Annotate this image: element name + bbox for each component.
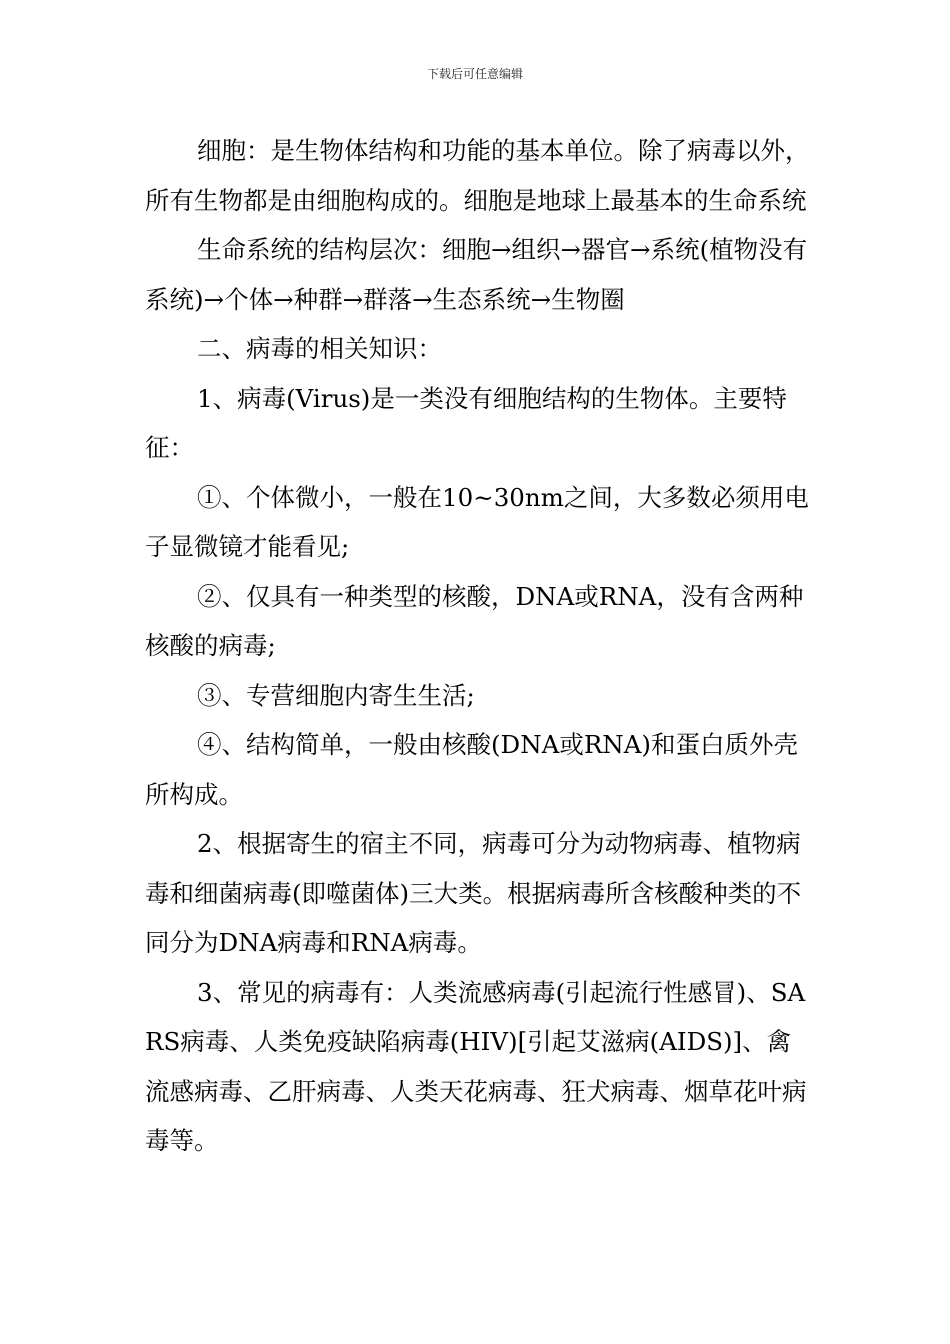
paragraph-common-viruses: 3、常见的病毒有：人类流感病毒(引起流行性感冒)、SARS病毒、人类免疫缺陷病毒(HIV)[引起艾滋病(AIDS)]、禽流感病毒、乙肝病毒、人类天花病毒、狂犬病毒、烟草花叶病毒等。 (145, 977, 807, 1155)
feature-item-1: ①、个体微小，一般在10~30nm之间，大多数必须用电子显微镜才能看见; (145, 482, 809, 561)
section-heading-virus: 二、病毒的相关知识： (197, 334, 442, 363)
feature-item-4: ④、结构简单，一般由核酸(DNA或RNA)和蛋白质外壳所构成。 (145, 730, 798, 809)
paragraph-cell-definition: 细胞：是生物体结构和功能的基本单位。除了病毒以外，所有生物都是由细胞构成的。细胞是地球上最基本的生命系统 (145, 136, 810, 215)
paragraph-virus-classification: 2、根据寄生的宿主不同，病毒可分为动物病毒、植物病毒和细菌病毒(即噬菌体)三大类。根据病毒所含核酸种类的不同分为DNA病毒和RNA病毒。 (145, 829, 802, 957)
feature-item-2: ②、仅具有一种类型的核酸，DNA或RNA，没有含两种核酸的病毒; (145, 581, 804, 660)
paragraph-virus-definition: 1、病毒(Virus)是一类没有细胞结构的生物体。主要特征： (145, 383, 787, 462)
page-header: 下载后可任意编辑 (426, 67, 523, 81)
feature-item-3: ③、专营细胞内寄生生活; (197, 680, 475, 710)
document-body (145, 126, 810, 1166)
paragraph-life-system-levels: 生命系统的结构层次：细胞→组织→器官→系统(植物没有系统)→个体→种群→群落→生态系统→生物圈 (145, 235, 808, 314)
